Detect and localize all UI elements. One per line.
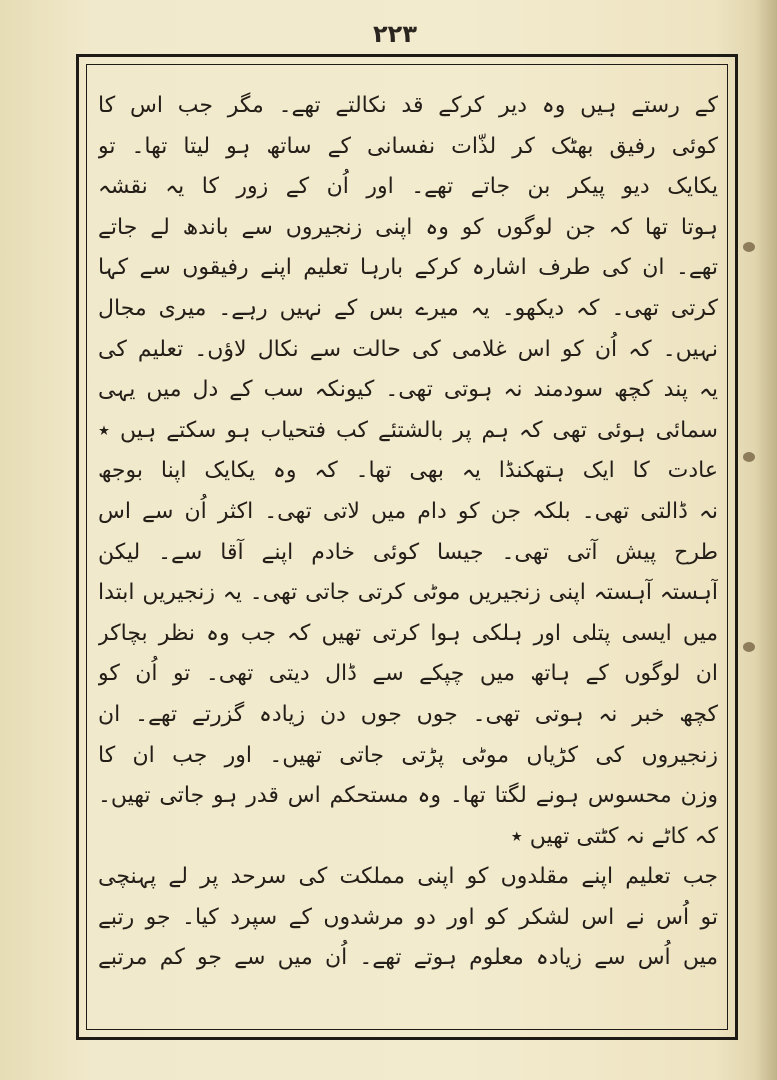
text-line: یکایک دیو پیکر بن جاتے تھے۔ اور اُن کے زور کا یہ نقشہ: [98, 174, 718, 200]
text-line: تو اُس نے اس لشکر کو اور دو مرشدوں کے سپرد کیا۔ جو رتبے: [98, 904, 718, 930]
text-line: میں اُس سے زیادہ معلوم ہوتے تھے۔ اُن میں سے جو کم مرتبے: [98, 945, 718, 971]
text-line: کے رستے ہیں وہ دیر کرکے قد نکالتے تھے۔ مگر جب اس کا: [98, 93, 718, 118]
text-line: یہ پند کچھ سودمند نہ ہوتی تھی۔ کیونکہ سب کے دل میں یہی: [98, 377, 718, 403]
text-line: جب تعلیم اپنے مقلدوں کو اپنی مملکت کی سرحد پر لے پہنچی: [98, 864, 718, 890]
text-line: کہ کاٹے نہ کٹتی تھیں ٭: [510, 823, 718, 849]
text-line: عادت کا ایک ہتھکنڈا یہ بھی تھا۔ کہ وہ یکایک اپنا بوجھ: [98, 458, 718, 484]
text-line: آہستہ آہستہ اپنی زنجیریں موٹی کرتی جاتی تھی۔ یہ زنجیریں ابتدا: [98, 580, 718, 606]
text-line: سمائی ہوئی تھی کہ ہم پر بالشتئے کب فتحیاب ہو سکتے ہیں ٭: [98, 417, 718, 443]
text-line: وزن محسوس ہونے لگتا تھا۔ وہ مستحکم اس قدر ہو جاتی تھیں۔: [98, 783, 718, 809]
text-line: کوئی رفیق بھٹک کر لذّات نفسانی کے ساتھ ہو لیتا تھا۔ تو: [98, 133, 718, 159]
page-edge-shadow: [755, 0, 777, 1080]
text-line: نہ ڈالتی تھی۔ بلکہ جن کو دام میں لاتی تھی۔ اکثر اُن سے اس: [98, 498, 718, 524]
urdu-text-body: [98, 86, 718, 979]
binding-hole: [743, 452, 755, 462]
binding-hole: [743, 642, 755, 652]
text-line: ان لوگوں کے ہاتھ میں چپکے سے ڈال دیتی تھی۔ تو اُن کو: [98, 661, 718, 687]
text-line: میں ایسی پتلی اور ہلکی ہوا کرتی تھیں کہ جب وہ نظر بچاکر: [98, 620, 718, 646]
text-line: نہیں۔ کہ اُن کو اس غلامی کی حالت سے نکال لاؤں۔ تعلیم کی: [98, 336, 718, 362]
binding-hole: [743, 242, 755, 252]
text-line: کچھ خبر نہ ہوتی تھی۔ جوں جوں دن زیادہ گزرتے تھے۔ ان: [98, 701, 718, 727]
text-line: کرتی تھی۔ کہ دیکھو۔ یہ میرے بس کے نہیں رہے۔ میری مجال: [98, 295, 718, 321]
text-line: ہوتا تھا کہ جن لوگوں کو وہ اپنی زنجیروں سے باندھ لے جاتے: [98, 214, 718, 240]
text-line: تھے۔ ان کی طرف اشارہ کرکے بارہا تعلیم اپنے رفیقوں سے کہا: [98, 255, 718, 281]
page-number: ۲۲۳: [373, 20, 417, 48]
text-line: زنجیروں کی کڑیاں موٹی پڑتی جاتی تھیں۔ اور جب ان کا: [98, 742, 718, 768]
text-line: طرح پیش آتی تھی۔ جیسا کوئی خادم اپنے آقا سے۔ لیکن: [98, 539, 718, 565]
